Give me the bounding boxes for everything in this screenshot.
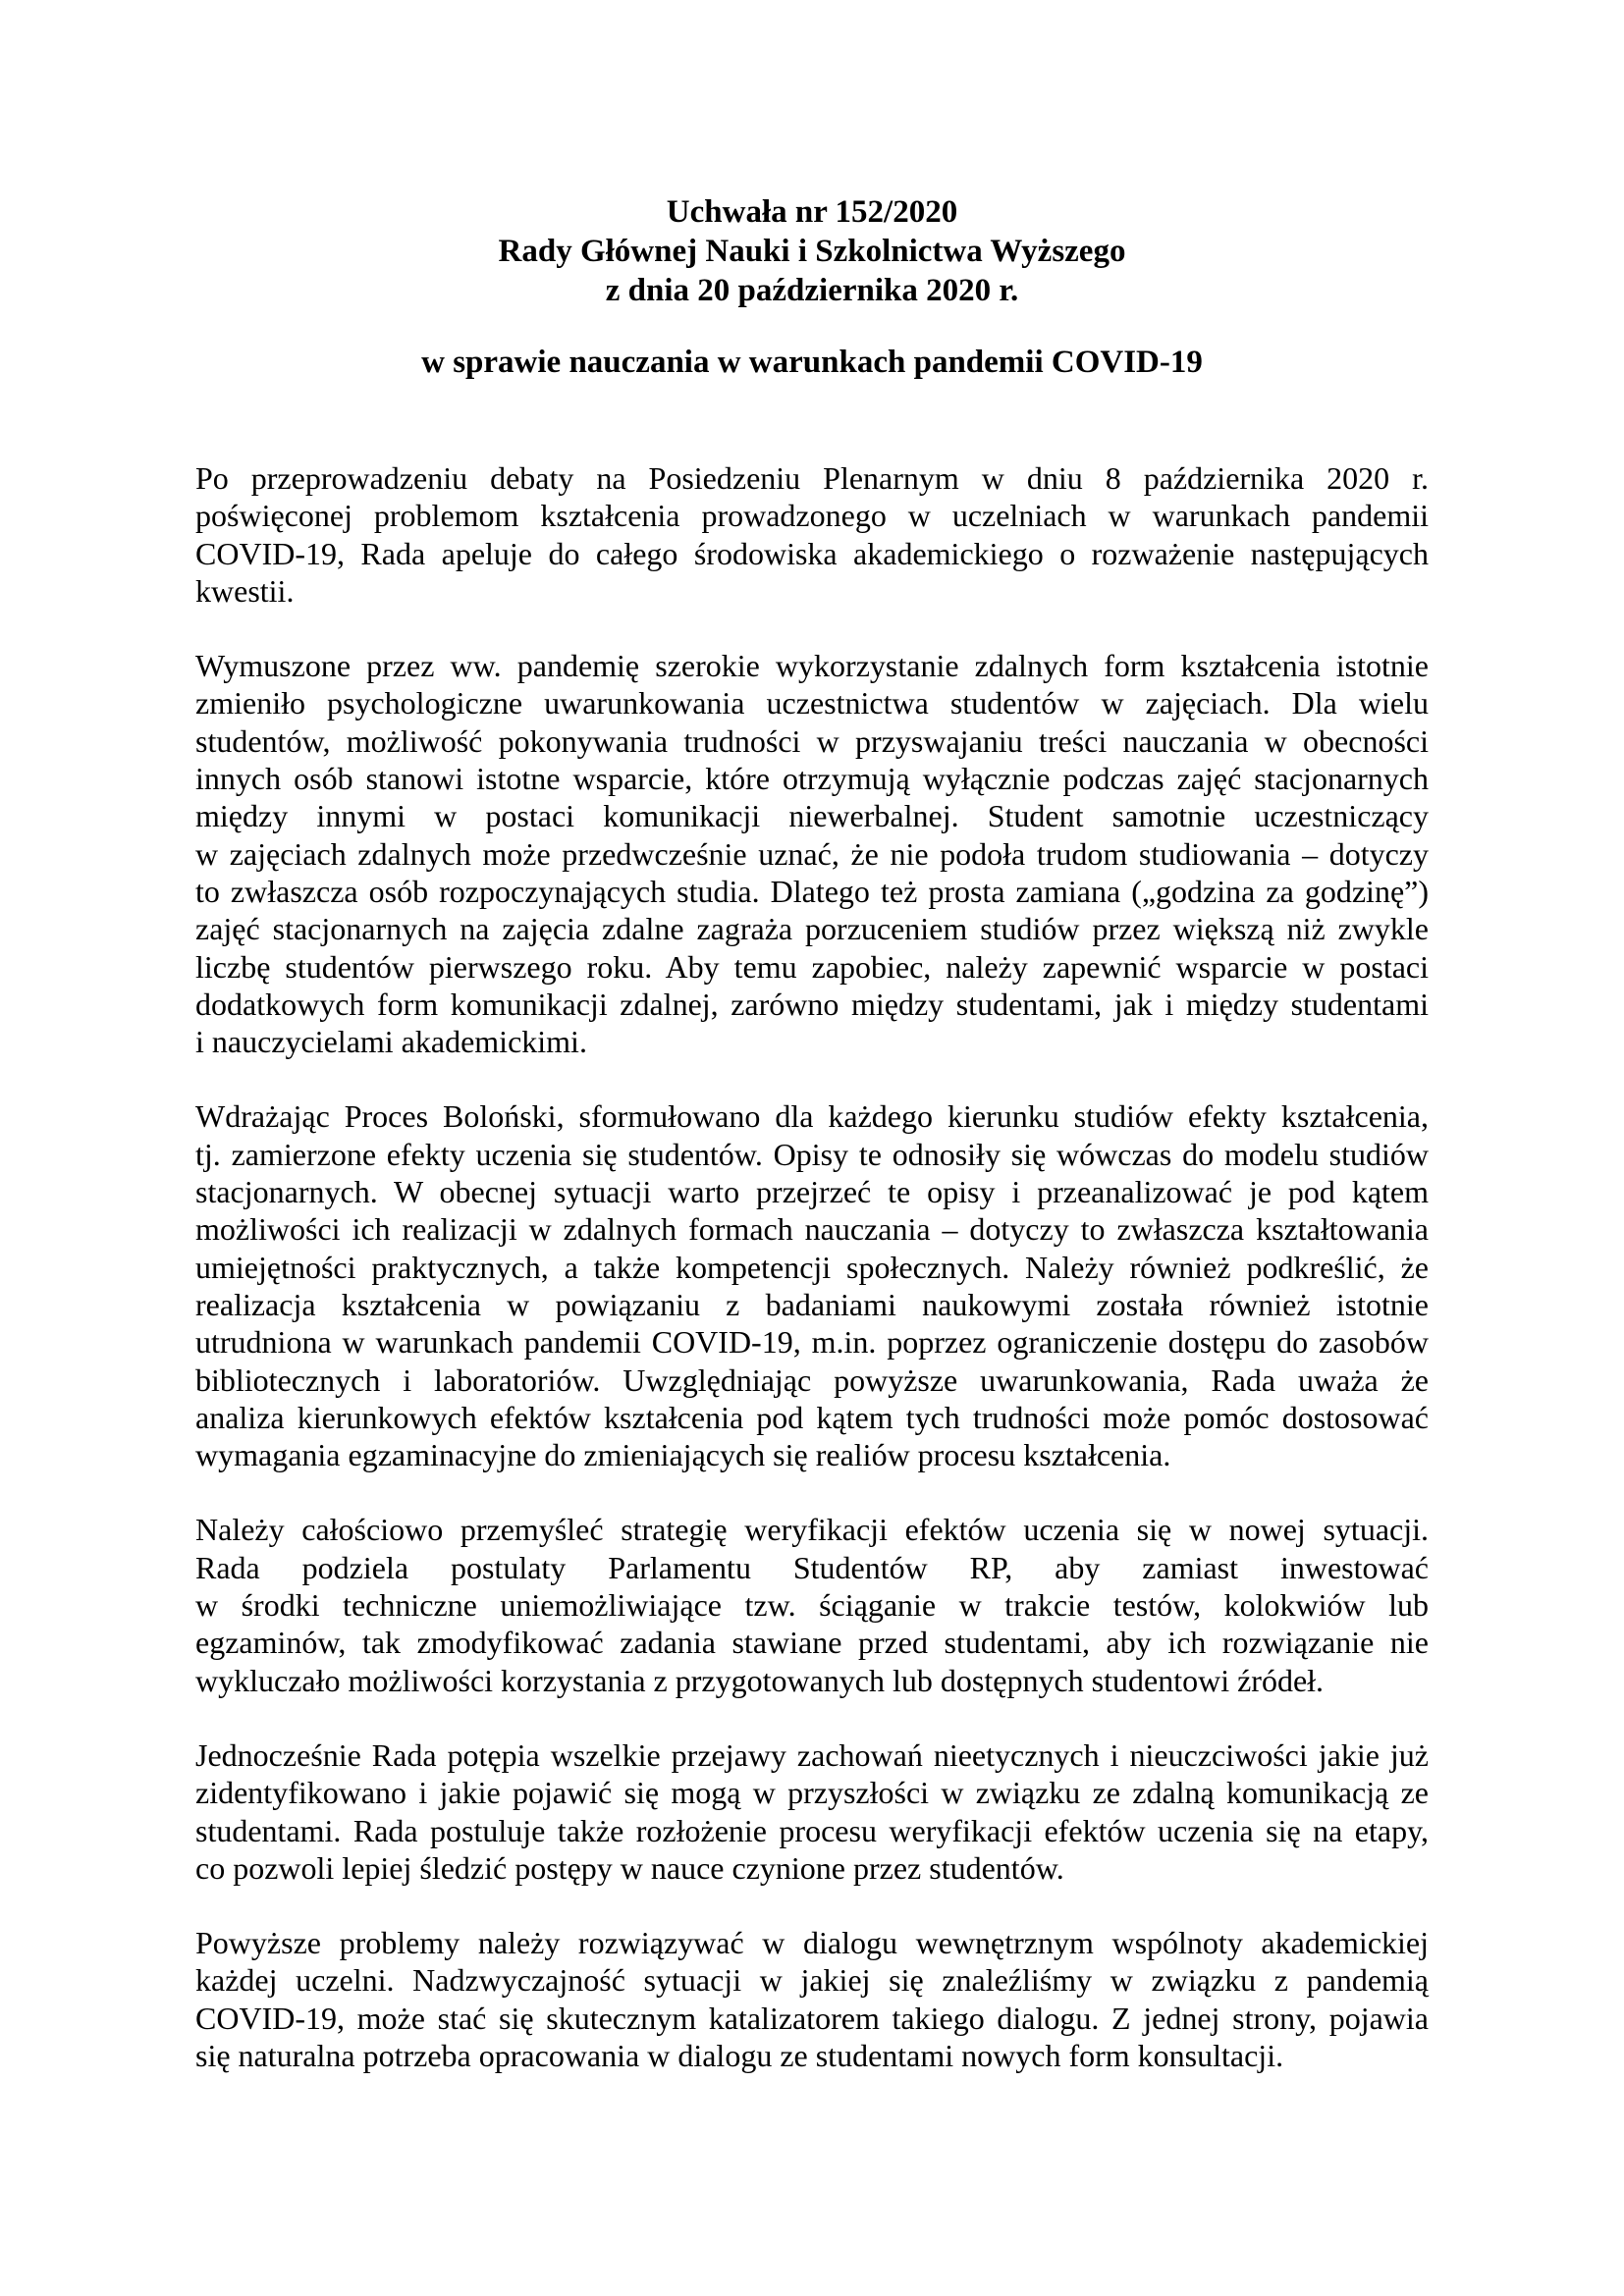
paragraph-line: studentów, możliwość pokonywania trudności w przyswajaniu treści nauczania w obecności <box>195 722 1429 759</box>
paragraph-line: egzaminów, tak zmodyfikować zadania stawiane przed studentami, aby ich rozwiązanie nie <box>195 1625 1429 1661</box>
paragraph-line: analiza kierunkowych efektów kształcenia pod kątem tych trudności może pomóc dostosować <box>195 1399 1429 1435</box>
paragraph-line: dodatkowych form komunikacji zdalnej, zarówno między studentami, jak i między studentami <box>195 986 1429 1022</box>
paragraph <box>195 1924 1429 2074</box>
paragraph-line: w zajęciach zdalnych może przedwcześnie uznać, że nie podoła trudom studiowania – dotyczy <box>195 835 1429 872</box>
paragraph-line: realizacja kształcenia w powiązaniu z badaniami naukowymi została również istotnie <box>195 1286 1429 1322</box>
paragraph-line: poświęconej problemom kształcenia prowadzonego w uczelniach w warunkach pandemii <box>195 498 1429 534</box>
paragraph-line: Po przeprowadzeniu debaty na Posiedzeniu Plenarnym w dniu 8 października 2020 r. <box>195 460 1429 496</box>
paragraph-line: utrudniona w warunkach pandemii COVID-19, m.in. poprzez ograniczenie dostępu do zasobów <box>195 1324 1429 1361</box>
paragraph-line: Należy całościowo przemyśleć strategię weryfikacji efektów uczenia się w nowej sytuacji. <box>195 1512 1429 1548</box>
paragraph-line: bibliotecznych i laboratoriów. Uwzględniając powyższe uwarunkowania, Rada uważa że <box>195 1362 1429 1398</box>
paragraph <box>195 1097 1429 1473</box>
paragraph-line: wymagania egzaminacyjne do zmieniających się realiów procesu kształcenia. <box>195 1437 1171 1473</box>
document-title-line-1: Uchwała nr 152/2020 <box>666 194 958 230</box>
paragraph-line: zajęć stacjonarnych na zajęcia zdalne zagraża porzuceniem studiów przez większą niż zwykle <box>195 911 1429 947</box>
paragraph-line: w środki techniczne uniemożliwiające tzw. ściąganie w trakcie testów, kolokwiów lub <box>195 1587 1429 1624</box>
paragraph-line: COVID-19, Rada apeluje do całego środowiska akademickiego o rozważenie następujących <box>195 535 1429 571</box>
paragraph-line: wykluczało możliwości korzystania z przygotowanych lub dostępnych studentowi źródeł. <box>195 1662 1325 1698</box>
paragraph-line: i nauczycielami akademickimi. <box>195 1024 587 1060</box>
paragraph-line: umiejętności praktycznych, a także kompetencji społecznych. Należy również podkreślić, że <box>195 1249 1429 1285</box>
paragraph-line: to zwłaszcza osób rozpoczynających studia. Dlatego też prosta zamiana („godzina za godzinę”) <box>195 873 1429 909</box>
paragraph-line: każdej uczelni. Nadzwyczajność sytuacji w jakiej się znaleźliśmy w związku z pandemią <box>195 1962 1429 1999</box>
paragraph <box>195 1736 1429 1887</box>
paragraph-line: liczbę studentów pierwszego roku. Aby temu zapobiec, należy zapewnić wsparcie w postaci <box>195 948 1429 985</box>
paragraph-line: Jednocześnie Rada potępia wszelkie przejawy zachowań nieetycznych i nieuczciwości jakie już <box>195 1736 1429 1773</box>
paragraph <box>195 459 1429 610</box>
paragraph <box>195 1511 1429 1698</box>
document-title-line-2: Rady Głównej Nauki i Szkolnictwa Wyższego <box>498 234 1126 269</box>
paragraph-line: tj. zamierzone efekty uczenia się studentów. Opisy te odnosiły się wówczas do modelu studiów <box>195 1136 1429 1172</box>
paragraph-line: Rada podziela postulaty Parlamentu Studentów RP, aby zamiast inwestować <box>195 1549 1429 1585</box>
paragraph-line: między innymi w postaci komunikacji niewerbalnej. Student samotnie uczestniczący <box>195 798 1429 834</box>
paragraph-line: kwestii. <box>195 572 295 609</box>
paragraph-line: co pozwoli lepiej śledzić postępy w nauce czynione przez studentów. <box>195 1849 1064 1886</box>
paragraph-line: zmieniło psychologiczne uwarunkowania uczestnictwa studentów w zajęciach. Dla wielu <box>195 685 1429 721</box>
paragraph-line: stacjonarnych. W obecnej sytuacji warto przejrzeć te opisy i przeanalizować je pod kątem <box>195 1174 1429 1210</box>
document-body <box>195 459 1429 2074</box>
paragraph-line: zidentyfikowano i jakie pojawić się mogą w przyszłości w związku ze zdalną komunikacją ze <box>195 1775 1429 1811</box>
paragraph-line: Wdrażając Proces Boloński, sformułowano dla każdego kierunku studiów efekty kształcenia, <box>195 1098 1429 1135</box>
paragraph-line: innych osób stanowi istotne wsparcie, które otrzymują wyłącznie podczas zajęć stacjonarnych <box>195 761 1429 797</box>
paragraph-line: się naturalna potrzeba opracowania w dialogu ze studentami nowych form konsultacji. <box>195 2037 1284 2073</box>
paragraph <box>195 647 1429 1060</box>
document-title-line-3: z dnia 20 października 2020 r. <box>605 273 1019 308</box>
paragraph-line: Wymuszone przez ww. pandemię szerokie wykorzystanie zdalnych form kształcenia istotnie <box>195 648 1429 684</box>
paragraph-line: COVID-19, może stać się skutecznym katalizatorem takiego dialogu. Z jednej strony, pojawia <box>195 2000 1429 2036</box>
paragraph-line: możliwości ich realizacji w zdalnych formach nauczania – dotyczy to zwłaszcza kształtowania <box>195 1211 1429 1248</box>
paragraph-line: Powyższe problemy należy rozwiązywać w dialogu wewnętrznym wspólnoty akademickiej <box>195 1925 1429 1961</box>
document-header <box>195 192 1429 310</box>
document-subject: w sprawie nauczania w warunkach pandemii COVID-19 <box>421 345 1203 380</box>
paragraph-line: studentami. Rada postuluje także rozłożenie procesu weryfikacji efektów uczenia się na etapy, <box>195 1812 1429 1848</box>
